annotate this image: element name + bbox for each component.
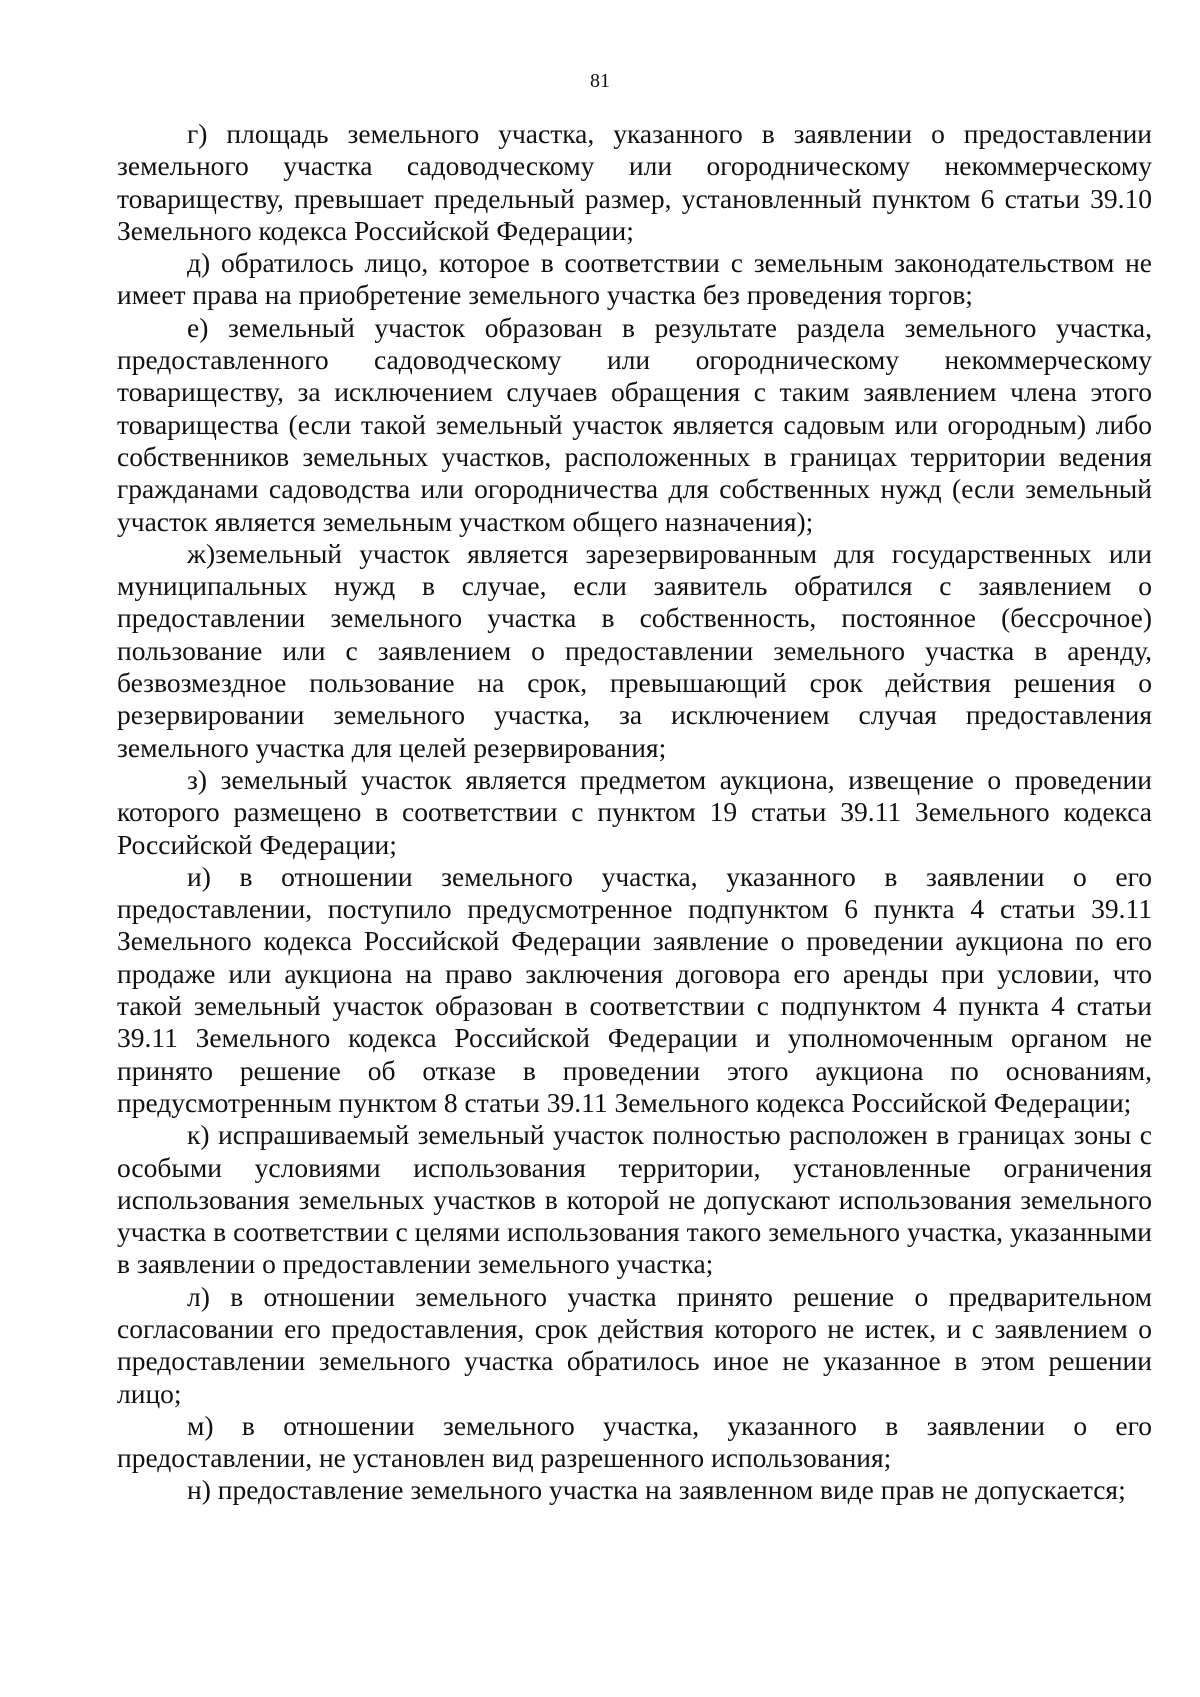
paragraph-d: д) обратилось лицо, которое в соответствии с земельным законодательством не имеет права на приобретение земельного участка без проведения торгов; — [117, 247, 1152, 311]
paragraph-g: г) площадь земельного участка, указанного в заявлении о предоставлении земельного участка садоводческому или огородническому некоммерческому товариществу, превышает предельный размер, установленный пунктом 6 статьи 39.10 Земельного кодекса Российской Федерации; — [117, 118, 1152, 246]
paragraph-k: к) испрашиваемый земельный участок полностью расположен в границах зоны с особыми условиями использования территории, установленные ограничения использования земельных участков в которой не допускают использования земельного участка в соответствии с целями использования такого земельного участка, указанными в заявлении о предоставлении земельного участка; — [117, 1119, 1152, 1280]
paragraph-l: л) в отношении земельного участка принято решение о предварительном согласовании его предоставления, срок действия которого не истек, и с заявлением о предоставлении земельного участка обратилось иное не указанное в этом решении лицо; — [117, 1280, 1152, 1409]
paragraph-z: з) земельный участок является предметом аукциона, извещение о проведении которого размещено в соответствии с пунктом 19 статьи 39.11 Земельного кодекса Российской Федерации; — [117, 763, 1152, 860]
paragraph-e: е) земельный участок образован в результате раздела земельного участка, предоставленного садоводческому или огородническому некоммерческому товариществу, за исключением случаев обращения с таким заявлением члена этого товарищества (если такой земельный участок является садовым или огородным) либо собственников земельных участков, расположенных в границах территории ведения гражданами садоводства или огородничества для собственных нужд (если земельный участок является земельным участком общего назначения); — [117, 311, 1152, 537]
paragraph-n: н) предоставление земельного участка на заявленном виде прав не допускается; — [187, 1474, 1126, 1506]
paragraph-zh: ж)земельный участок является зарезервированным для государственных или муниципальных нужд в случае, если заявитель обратился с заявлением о предоставлении земельного участка в собственность, постоянное (бессрочное) пользование или с заявлением о предоставлении земельного участка в аренду, безвозмездное пользование на срок, превышающий срок действия решения о резервировании земельного участка, за исключением случая предоставления земельного участка для целей резервирования; — [117, 537, 1152, 763]
page-number: 81 — [590, 70, 610, 92]
paragraph-i: и) в отношении земельного участка, указанного в заявлении о его предоставлении, поступило предусмотренное подпунктом 6 пункта 4 статьи 39.11 Земельного кодекса Российской Федерации заявление о проведении аукциона по его продаже или аукциона на право заключения договора его аренды при условии, что такой земельный участок образован в соответствии с подпунктом 4 пункта 4 статьи 39.11 Земельного кодекса Российской Федерации и уполномоченным органом не принято решение об отказе в проведении этого аукциона по основаниям, предусмотренным пунктом 8 статьи 39.11 Земельного кодекса Российской Федерации; — [117, 860, 1152, 1118]
document-body — [117, 118, 1152, 1507]
paragraph-m: м) в отношении земельного участка, указанного в заявлении о его предоставлении, не установлен вид разрешенного использования; — [117, 1409, 1152, 1474]
